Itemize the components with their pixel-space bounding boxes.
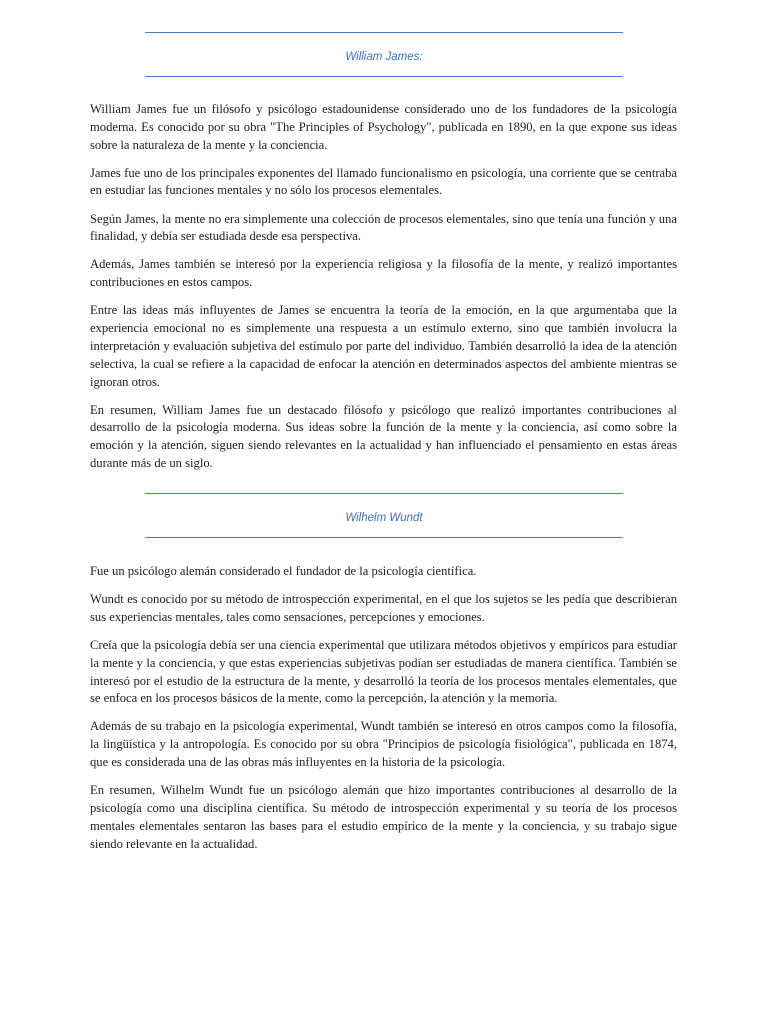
section-body-wilhelm-wundt: [90, 563, 677, 864]
heading-rule-bottom: [145, 76, 623, 77]
paragraph: Según James, la mente no era simplemente una colección de procesos elementales, sino que tenía una función y una finalidad, y debía ser estudiada desde esa perspectiva.: [90, 211, 677, 244]
paragraph: James fue uno de los principales exponentes del llamado funcionalismo en psicología, una corriente que se centraba en estudiar las funciones mentales y no sólo los procesos elementales.: [90, 165, 677, 198]
heading-rule-top: [145, 493, 623, 494]
heading-title: William James:: [345, 51, 423, 63]
heading-rule-top: [145, 32, 623, 33]
paragraph: Entre las ideas más influyentes de James se encuentra la teoría de la emoción, en la que argumentaba que la experiencia emocional no es simplemente una respuesta a un estímulo externo, sino que también involucra la interpretación y evaluación subjetiva del estímulo por parte del individuo. También desarrolló la idea de la atención selectiva, la cual se refiere a la capacidad de enfocar la atención en determinados aspectos del ambiente mientras se ignoran otros.: [90, 303, 677, 389]
paragraph: William James fue un filósofo y psicólogo estadounidense considerado uno de los fundadores de la psicología moderna. Es conocido por su obra "The Principles of Psychology", publicada en 1890, en la que expone sus ideas sobre la naturaleza de la mente y la conciencia.: [90, 102, 677, 152]
paragraph: Wundt es conocido por su método de introspección experimental, en el que los sujetos se les pedía que describieran sus experiencias mentales, tales como sensaciones, percepciones y emociones.: [90, 592, 677, 624]
heading-rule-bottom: [145, 537, 623, 538]
paragraph: Además de su trabajo en la psicología experimental, Wundt también se interesó en otros campos como la filosofía, la lingüística y la antropología. Es conocido por su obra "Principios de psicología fisiológica", publicada en 1874, que es considerada una de las obras más influyentes en la historia de la psicología.: [90, 719, 677, 770]
paragraph: Fue un psicólogo alemán considerado el fundador de la psicología científica.: [90, 564, 477, 578]
section-heading-wilhelm-wundt: [145, 493, 623, 538]
paragraph: Además, James también se interesó por la experiencia religiosa y la filosofía de la mente, y realizó importantes contribuciones en estos campos.: [90, 257, 677, 290]
paragraph: En resumen, Wilhelm Wundt fue un psicólogo alemán que hizo importantes contribuciones al desarrollo de la psicología como una disciplina científica. Su método de introspección experimental y su teoría de los procesos mentales elementales sentaron las bases para el estudio empírico de la mente y la conciencia, y su trabajo sigue siendo relevante en la actualidad.: [90, 783, 677, 851]
paragraph: En resumen, William James fue un destacado filósofo y psicólogo que realizó importantes contribuciones al desarrollo de la psicología moderna. Sus ideas sobre la función de la mente y la conciencia, así como sobre la emoción y la atención, siguen siendo relevantes en la actualidad y han influenciado el pensamiento en estas áreas durante más de un siglo.: [90, 402, 677, 471]
heading-title: Wilhelm Wundt: [345, 512, 423, 524]
paragraph: Creía que la psicología debía ser una ciencia experimental que utilizara métodos objetivos y empíricos para estudiar la mente y la conciencia, y que estas experiencias subjetivas podían ser estudiadas de manera científica. También se interesó por el estudio de la estructura de la mente, y desarrolló la teoría de los procesos mentales elementales, que se enfoca en los procesos básicos de la mente, como la percepción, la atención y la memoria.: [90, 637, 677, 706]
section-heading-william-james: [145, 32, 623, 77]
section-body-william-james: [90, 101, 677, 483]
